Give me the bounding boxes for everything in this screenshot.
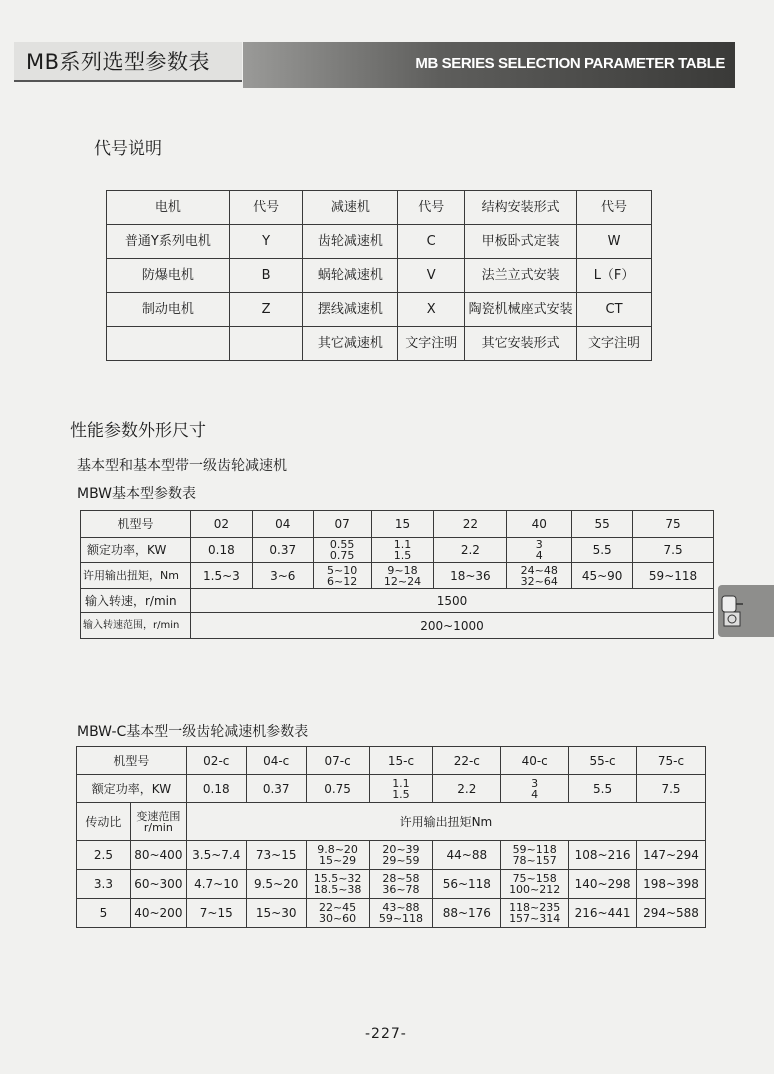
- torque-cell: 20~39 29~59: [369, 841, 433, 870]
- torque-cell: 59~118 78~157: [501, 841, 569, 870]
- torque-header: 许用输出扭矩Nm: [186, 803, 705, 841]
- mbwc-table: [76, 746, 706, 928]
- table-cell: [229, 327, 303, 361]
- table-row: [81, 589, 714, 613]
- row-label: 输入转速范围，r/min: [81, 613, 191, 639]
- mbw-table: [80, 510, 714, 639]
- header-title-en: MB SERIES SELECTION PARAMETER TABLE: [415, 55, 725, 72]
- page-number: -227-: [365, 1026, 407, 1042]
- torque-cell: 43~88 59~118: [369, 899, 433, 928]
- table-cell: 防爆电机: [107, 259, 230, 293]
- power-cell: 0.18: [186, 775, 246, 803]
- torque-cell: 18~36: [434, 563, 507, 589]
- model-cell: 04: [252, 511, 313, 538]
- table-cell: L（F）: [577, 259, 652, 293]
- table-row: [107, 191, 652, 225]
- model-cell: 15-c: [369, 747, 433, 775]
- model-cell: 55: [572, 511, 633, 538]
- table-cell: 齿轮减速机: [303, 225, 398, 259]
- vrange-cell: 60~300: [130, 870, 186, 899]
- table-cell: 蜗轮减速机: [303, 259, 398, 293]
- model-cell: 55-c: [569, 747, 637, 775]
- torque-cell: 73~15: [246, 841, 306, 870]
- vrange-cell: 40~200: [130, 899, 186, 928]
- header-cell: 代号: [229, 191, 303, 225]
- torque-cell: 198~398: [637, 870, 706, 899]
- speed-cell: 1500: [190, 589, 713, 613]
- table-cell: Y: [229, 225, 303, 259]
- torque-cell: 88~176: [433, 899, 501, 928]
- range-cell: 200~1000: [190, 613, 713, 639]
- torque-cell: 44~88: [433, 841, 501, 870]
- table-cell: 甲板卧式定装: [465, 225, 577, 259]
- code-heading: 代号说明: [94, 139, 162, 159]
- torque-cell: 28~58 36~78: [369, 870, 433, 899]
- power-cell: 2.2: [433, 775, 501, 803]
- torque-cell: 3.5~7.4: [186, 841, 246, 870]
- torque-cell: 15~30: [246, 899, 306, 928]
- table-cell: 陶瓷机械座式安装: [465, 293, 577, 327]
- power-cell: 5.5: [572, 538, 633, 563]
- row-label: 机型号: [81, 511, 191, 538]
- model-cell: 15: [371, 511, 434, 538]
- table-row: [77, 775, 706, 803]
- header-cell: 电机: [107, 191, 230, 225]
- torque-cell: 24~48 32~64: [507, 563, 572, 589]
- model-cell: 75-c: [637, 747, 706, 775]
- header-banner: [243, 42, 735, 88]
- power-cell: 1.1 1.5: [369, 775, 433, 803]
- model-cell: 02: [190, 511, 252, 538]
- model-cell: 04-c: [246, 747, 306, 775]
- torque-cell: 4.7~10: [186, 870, 246, 899]
- header-cell: 减速机: [303, 191, 398, 225]
- torque-cell: 45~90: [572, 563, 633, 589]
- torque-cell: 216~441: [569, 899, 637, 928]
- table-cell: V: [398, 259, 465, 293]
- torque-cell: 3~6: [252, 563, 313, 589]
- table-row: [81, 538, 714, 563]
- power-cell: 0.75: [306, 775, 369, 803]
- table-row: [77, 747, 706, 775]
- table-row: [77, 803, 706, 841]
- table-cell: X: [398, 293, 465, 327]
- power-cell: 3 4: [507, 538, 572, 563]
- table-cell: 制动电机: [107, 293, 230, 327]
- table-cell: [107, 327, 230, 361]
- torque-cell: 9.8~20 15~29: [306, 841, 369, 870]
- torque-cell: 294~588: [637, 899, 706, 928]
- table-cell: 摆线减速机: [303, 293, 398, 327]
- ratio-header: 传动比: [77, 803, 131, 841]
- ratio-cell: 2.5: [77, 841, 131, 870]
- torque-cell: 9.5~20: [246, 870, 306, 899]
- torque-cell: 22~45 30~60: [306, 899, 369, 928]
- torque-cell: 118~235 157~314: [501, 899, 569, 928]
- torque-cell: 147~294: [637, 841, 706, 870]
- row-label: 机型号: [77, 747, 187, 775]
- table-row: [81, 613, 714, 639]
- table-row: [107, 259, 652, 293]
- table-cell: W: [577, 225, 652, 259]
- perf-heading: 性能参数外形尺寸: [70, 421, 206, 441]
- table-cell: 普通Y系列电机: [107, 225, 230, 259]
- table-cell: C: [398, 225, 465, 259]
- model-cell: 02-c: [186, 747, 246, 775]
- vrange-cell: 80~400: [130, 841, 186, 870]
- gearmotor-icon: [720, 592, 744, 630]
- torque-cell: 15.5~32 18.5~38: [306, 870, 369, 899]
- mbw-caption: MBW基本型参数表: [77, 486, 197, 502]
- power-cell: 7.5: [637, 775, 706, 803]
- ratio-cell: 3.3: [77, 870, 131, 899]
- table-cell: Z: [229, 293, 303, 327]
- table-row: [81, 511, 714, 538]
- table-cell: B: [229, 259, 303, 293]
- ratio-cell: 5: [77, 899, 131, 928]
- vrange-header: 变速范围 r/min: [130, 803, 186, 841]
- table-row: [77, 870, 706, 899]
- torque-cell: 140~298: [569, 870, 637, 899]
- power-cell: 1.1 1.5: [371, 538, 434, 563]
- table-row: [77, 841, 706, 870]
- torque-cell: 7~15: [186, 899, 246, 928]
- table-cell: 文字注明: [398, 327, 465, 361]
- table-row: [107, 225, 652, 259]
- header-cell: 结构安装形式: [465, 191, 577, 225]
- mbwc-caption: MBW-C基本型一级齿轮减速机参数表: [77, 724, 309, 740]
- header-title-cn: MB系列选型参数表: [14, 42, 242, 82]
- table-cell: 法兰立式安装: [465, 259, 577, 293]
- table-cell: 文字注明: [577, 327, 652, 361]
- torque-cell: 59~118: [633, 563, 714, 589]
- torque-cell: 5~10 6~12: [313, 563, 371, 589]
- power-cell: 0.55 0.75: [313, 538, 371, 563]
- model-cell: 40: [507, 511, 572, 538]
- table-row: [81, 563, 714, 589]
- table-row: [77, 899, 706, 928]
- table-row: [107, 327, 652, 361]
- row-label: 额定功率，KW: [77, 775, 187, 803]
- model-cell: 07-c: [306, 747, 369, 775]
- perf-subheading: 基本型和基本型带一级齿轮减速机: [77, 458, 287, 474]
- torque-cell: 108~216: [569, 841, 637, 870]
- power-cell: 2.2: [434, 538, 507, 563]
- table-cell: 其它安装形式: [465, 327, 577, 361]
- power-cell: 0.18: [190, 538, 252, 563]
- model-cell: 40-c: [501, 747, 569, 775]
- model-cell: 75: [633, 511, 714, 538]
- power-cell: 0.37: [246, 775, 306, 803]
- model-cell: 22-c: [433, 747, 501, 775]
- model-cell: 07: [313, 511, 371, 538]
- table-row: [107, 293, 652, 327]
- torque-cell: 75~158 100~212: [501, 870, 569, 899]
- power-cell: 3 4: [501, 775, 569, 803]
- header-cell: 代号: [577, 191, 652, 225]
- row-label: 输入转速，r/min: [81, 589, 191, 613]
- row-label: 许用输出扭矩，Nm: [81, 563, 191, 589]
- table-cell: 其它减速机: [303, 327, 398, 361]
- code-table: [106, 190, 652, 361]
- torque-cell: 1.5~3: [190, 563, 252, 589]
- power-cell: 7.5: [633, 538, 714, 563]
- torque-cell: 9~18 12~24: [371, 563, 434, 589]
- row-label: 额定功率，KW: [81, 538, 191, 563]
- power-cell: 5.5: [569, 775, 637, 803]
- model-cell: 22: [434, 511, 507, 538]
- power-cell: 0.37: [252, 538, 313, 563]
- torque-cell: 56~118: [433, 870, 501, 899]
- header-cell: 代号: [398, 191, 465, 225]
- table-cell: CT: [577, 293, 652, 327]
